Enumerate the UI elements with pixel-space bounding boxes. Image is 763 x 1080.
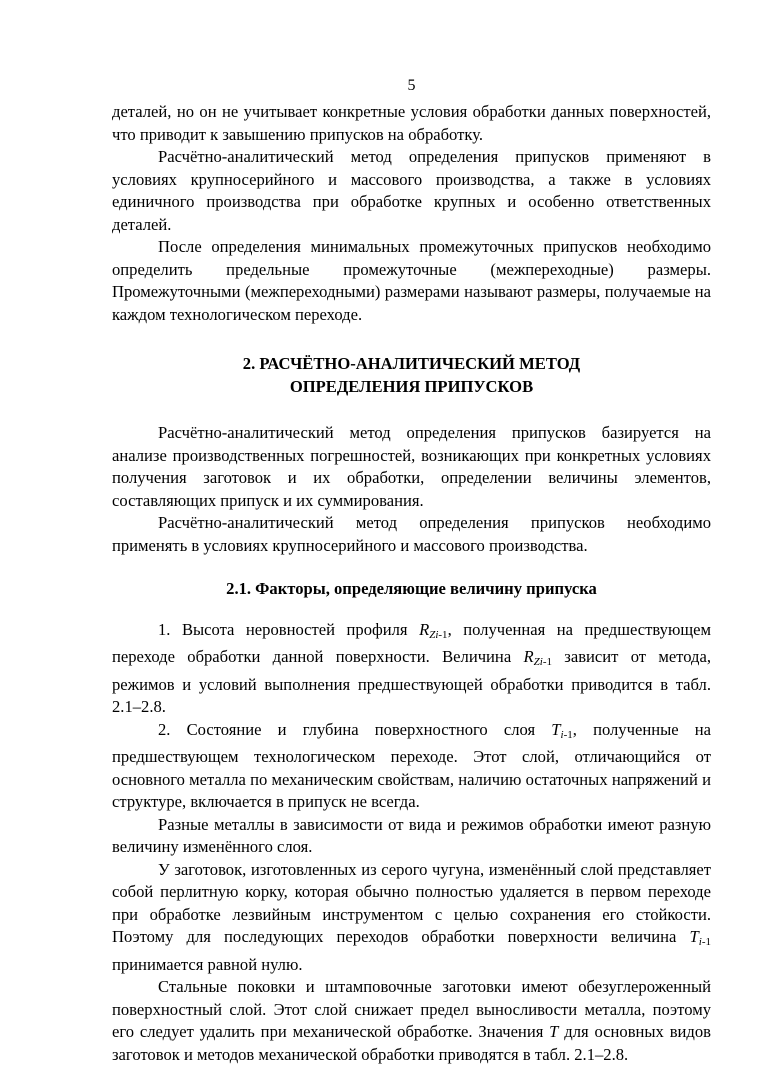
page-number: 5 bbox=[407, 77, 416, 94]
subscript-italic: Zi bbox=[429, 628, 439, 641]
symbol-t-subscript bbox=[561, 729, 573, 741]
symbol-t-3: T bbox=[549, 1022, 559, 1041]
section-2-paragraph-1: Расчётно-аналитический метод определения припусков базируется на анализе производственных погрешностей, возникающих при конкретных условиях получения заготовок и их обработки, определении величины элементов, составляющих припуск и их суммирования. bbox=[112, 423, 711, 510]
subscript-rest-4: -1 bbox=[701, 936, 711, 948]
steel-tail: для основных видов заготовок и методов механической обработки приводятся в табл. 2.1–2.8. bbox=[112, 1022, 711, 1064]
subsection-2-1-heading: 2.1. Факторы, определяющие величину припуска bbox=[226, 579, 597, 598]
symbol-t-2-subscript bbox=[699, 936, 711, 948]
subscript-italic-2: Zi bbox=[533, 656, 543, 668]
subscript-italic-3: i bbox=[560, 728, 564, 741]
intro-paragraph-2: Расчётно-аналитический метод определения припусков применяют в условиях крупносерийного и массового производства, а также в условиях единичного производства при обработке крупных и особенно ответственных деталей. bbox=[112, 147, 711, 234]
section-2-heading-line-1: 2. РАСЧЁТНО-АНАЛИТИЧЕСКИЙ МЕТОД bbox=[242, 354, 581, 373]
cast-iron-tail: принимается равной нулю. bbox=[112, 954, 303, 974]
symbol-t: T bbox=[551, 719, 561, 739]
section-2-paragraph-2: Расчётно-аналитический метод определения припусков необходимо применять в условиях крупносерийного и массового производства. bbox=[112, 513, 711, 555]
subscript-italic-4: i bbox=[698, 936, 702, 948]
symbol-r-subscript bbox=[429, 629, 447, 641]
metals-paragraph: Разные металлы в зависимости от вида и режимов обработки имеют разную величину изменённого слоя. bbox=[112, 814, 711, 856]
cast-iron-text: У заготовок, изготовленных из серого чугуна, изменённый слой представляет собой перлитную корку, которая обычно полностью удаляется в первом переходе при обработке лезвийным инструментом с целью сохранения его стойкости. Поэтому для последующих переходов обработки поверхности величина bbox=[112, 859, 711, 946]
intro-paragraph-3: После определения минимальных промежуточных припусков необходимо определить предельные промежуточные (межпереходные) размеры. Промежуточными (межпереходными) размерами называют размеры, получаемые на каждом технологическом переходе. bbox=[112, 237, 711, 324]
symbol-t-2: T bbox=[689, 927, 699, 946]
factor-1-lead: 1. Высота неровностей профиля bbox=[158, 619, 420, 639]
subscript-rest-2: -1 bbox=[542, 656, 552, 668]
factor-2-paragraph bbox=[112, 719, 711, 814]
factor-1-middle: , полученная на предшествующем переходе обработки данной поверхности. Величина bbox=[112, 619, 711, 666]
factor-2-tail: , полученные на предшествующем технологическом переходе. Этот слой, отличающийся от основного металла по механическим свойствам, наличию остаточных напряжений и структуре, включается в припуск не всегда. bbox=[112, 719, 711, 811]
symbol-r: R bbox=[419, 619, 430, 639]
cast-iron-paragraph bbox=[112, 859, 711, 977]
symbol-r-2: R bbox=[523, 647, 534, 666]
intro-paragraph-1: деталей, но он не учитывает конкретные условия обработки данных поверхностей, что приводит к завышению припусков на обработку. bbox=[112, 102, 711, 144]
symbol-r-2-subscript bbox=[534, 656, 552, 668]
section-2-heading bbox=[112, 353, 711, 398]
steel-paragraph bbox=[112, 976, 711, 1066]
subscript-rest: -1 bbox=[438, 628, 448, 641]
factor-1-tail: зависит от метода, режимов и условий выполнения предшествующей обработки приводится в табл. 2.1–2.8. bbox=[112, 647, 711, 716]
subscript-rest-3: -1 bbox=[563, 728, 573, 741]
section-2-heading-line-2: ОПРЕДЕЛЕНИЯ ПРИПУСКОВ bbox=[289, 376, 534, 396]
factor-1-paragraph bbox=[112, 619, 711, 719]
steel-text: Стальные поковки и штамповочные заготовки имеют обезуглероженный поверхностный слой. Этот слой снижает предел выносливости металла, поэтому его следует удалить при механической обработке. Значения bbox=[112, 977, 711, 1041]
factor-2-lead: 2. Состояние и глубина поверхностного слоя bbox=[158, 719, 552, 739]
